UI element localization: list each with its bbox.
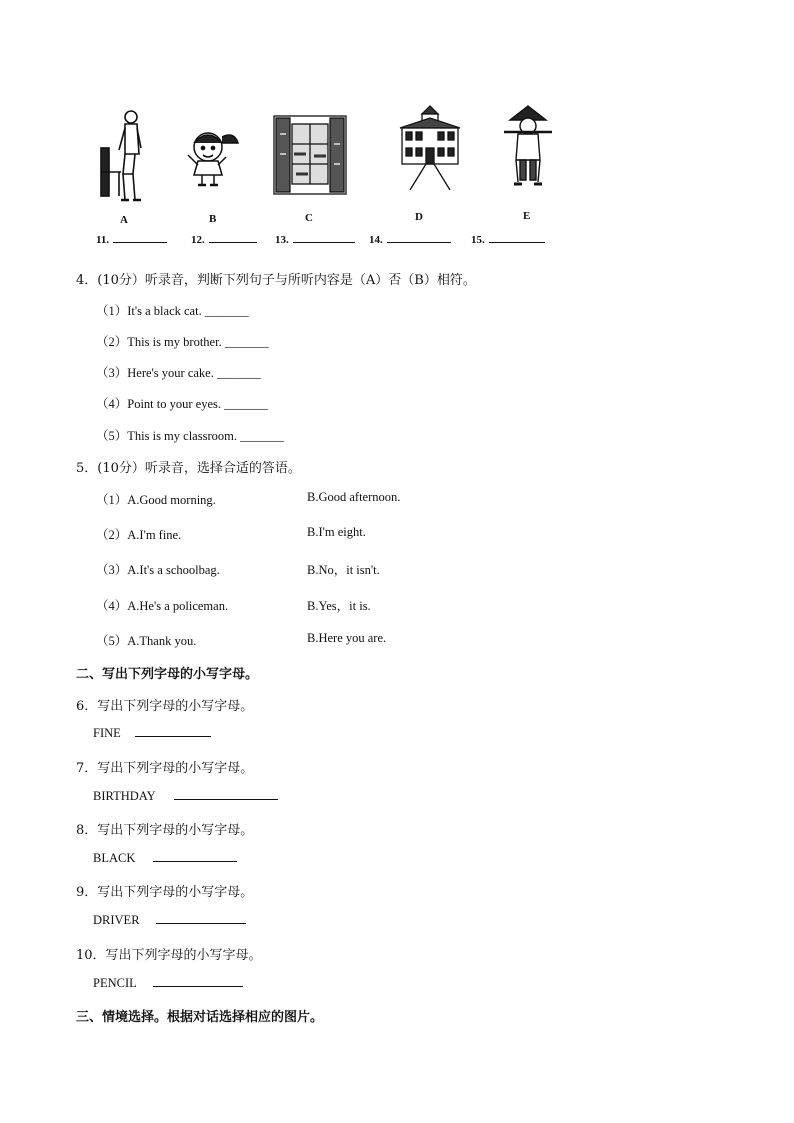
q5-option-b: B.Good afternoon. bbox=[307, 490, 401, 504]
q5-option-b: B.Here you are. bbox=[307, 631, 387, 645]
q4-item: （2）This is my brother. _______ bbox=[96, 335, 269, 349]
school-building-icon bbox=[398, 104, 462, 192]
word-row bbox=[93, 913, 246, 928]
answer-blank[interactable] bbox=[113, 232, 167, 243]
picture-letter: D bbox=[415, 211, 423, 223]
answer-blank[interactable] bbox=[209, 232, 257, 243]
answer-blank[interactable] bbox=[153, 851, 237, 862]
picture-letter: B bbox=[209, 213, 217, 225]
girl-icon bbox=[182, 125, 242, 190]
uppercase-word: BIRTHDAY bbox=[93, 789, 156, 803]
q4-item: （4）Point to your eyes. _______ bbox=[96, 397, 268, 411]
q5-option-a: （4）A.He's a policeman. bbox=[96, 599, 229, 613]
picture-letter: A bbox=[120, 214, 128, 226]
question-title: 7．写出下列字母的小写字母。 bbox=[76, 761, 254, 776]
answer-number: 12. bbox=[191, 234, 205, 246]
word-row bbox=[93, 789, 278, 804]
answer-number: 14. bbox=[369, 234, 383, 246]
man-with-chair-icon bbox=[95, 108, 155, 208]
question-title: 9．写出下列字母的小写字母。 bbox=[76, 885, 254, 900]
question-5-title: 5．(10分）听录音，选择合适的答语。 bbox=[76, 461, 301, 476]
uppercase-word: DRIVER bbox=[93, 913, 140, 927]
window-icon bbox=[272, 114, 348, 196]
q4-item: （5）This is my classroom. _______ bbox=[96, 429, 284, 443]
picture-d bbox=[398, 104, 462, 192]
answer-slot bbox=[369, 232, 451, 246]
q5-option-b: B.No，it isn't. bbox=[307, 563, 380, 577]
answer-slot bbox=[96, 232, 167, 246]
answer-blank[interactable] bbox=[174, 789, 278, 800]
word-row bbox=[93, 851, 237, 866]
answer-slot bbox=[471, 232, 545, 246]
picture-e bbox=[500, 102, 556, 192]
answer-blank[interactable] bbox=[153, 976, 243, 987]
question-title: 10．写出下列字母的小写字母。 bbox=[76, 948, 262, 963]
farmer-icon bbox=[500, 102, 556, 192]
word-row bbox=[93, 726, 211, 741]
answer-blank[interactable] bbox=[489, 232, 545, 243]
picture-b bbox=[182, 125, 242, 190]
picture-a bbox=[95, 108, 155, 208]
uppercase-word: BLACK bbox=[93, 851, 136, 865]
section-3-heading: 三、情境选择。根据对话选择相应的图片。 bbox=[76, 1010, 324, 1025]
answer-slot bbox=[275, 232, 355, 246]
picture-letter: C bbox=[305, 212, 313, 224]
section-2-heading: 二、写出下列字母的小写字母。 bbox=[76, 667, 259, 682]
answer-blank[interactable] bbox=[156, 913, 246, 924]
answer-slot bbox=[191, 232, 257, 246]
answer-blank[interactable] bbox=[387, 232, 451, 243]
q5-option-b: B.Yes，it is. bbox=[307, 599, 371, 613]
q5-option-a: （3）A.It's a schoolbag. bbox=[96, 563, 220, 577]
answer-number: 13. bbox=[275, 234, 289, 246]
word-row bbox=[93, 976, 243, 991]
picture-letter: E bbox=[523, 210, 531, 222]
uppercase-word: PENCIL bbox=[93, 976, 137, 990]
q5-option-a: （2）A.I'm fine. bbox=[96, 528, 182, 542]
q5-option-a: （5）A.Thank you. bbox=[96, 634, 197, 648]
picture-c bbox=[272, 114, 348, 196]
q5-option-b: B.I'm eight. bbox=[307, 525, 366, 539]
q5-option-a: （1）A.Good morning. bbox=[96, 493, 216, 507]
q4-item: （1）It's a black cat. _______ bbox=[96, 304, 249, 318]
answer-blank[interactable] bbox=[135, 726, 211, 737]
uppercase-word: FINE bbox=[93, 726, 121, 740]
answer-number: 15. bbox=[471, 234, 485, 246]
question-4-title: 4．(10分）听录音，判断下列句子与所听内容是（A）否（B）相符。 bbox=[76, 273, 476, 288]
question-title: 6．写出下列字母的小写字母。 bbox=[76, 699, 254, 714]
answer-number: 11. bbox=[96, 234, 110, 246]
answer-blank[interactable] bbox=[293, 232, 355, 243]
q4-item: （3）Here's your cake. _______ bbox=[96, 366, 261, 380]
question-title: 8．写出下列字母的小写字母。 bbox=[76, 823, 254, 838]
